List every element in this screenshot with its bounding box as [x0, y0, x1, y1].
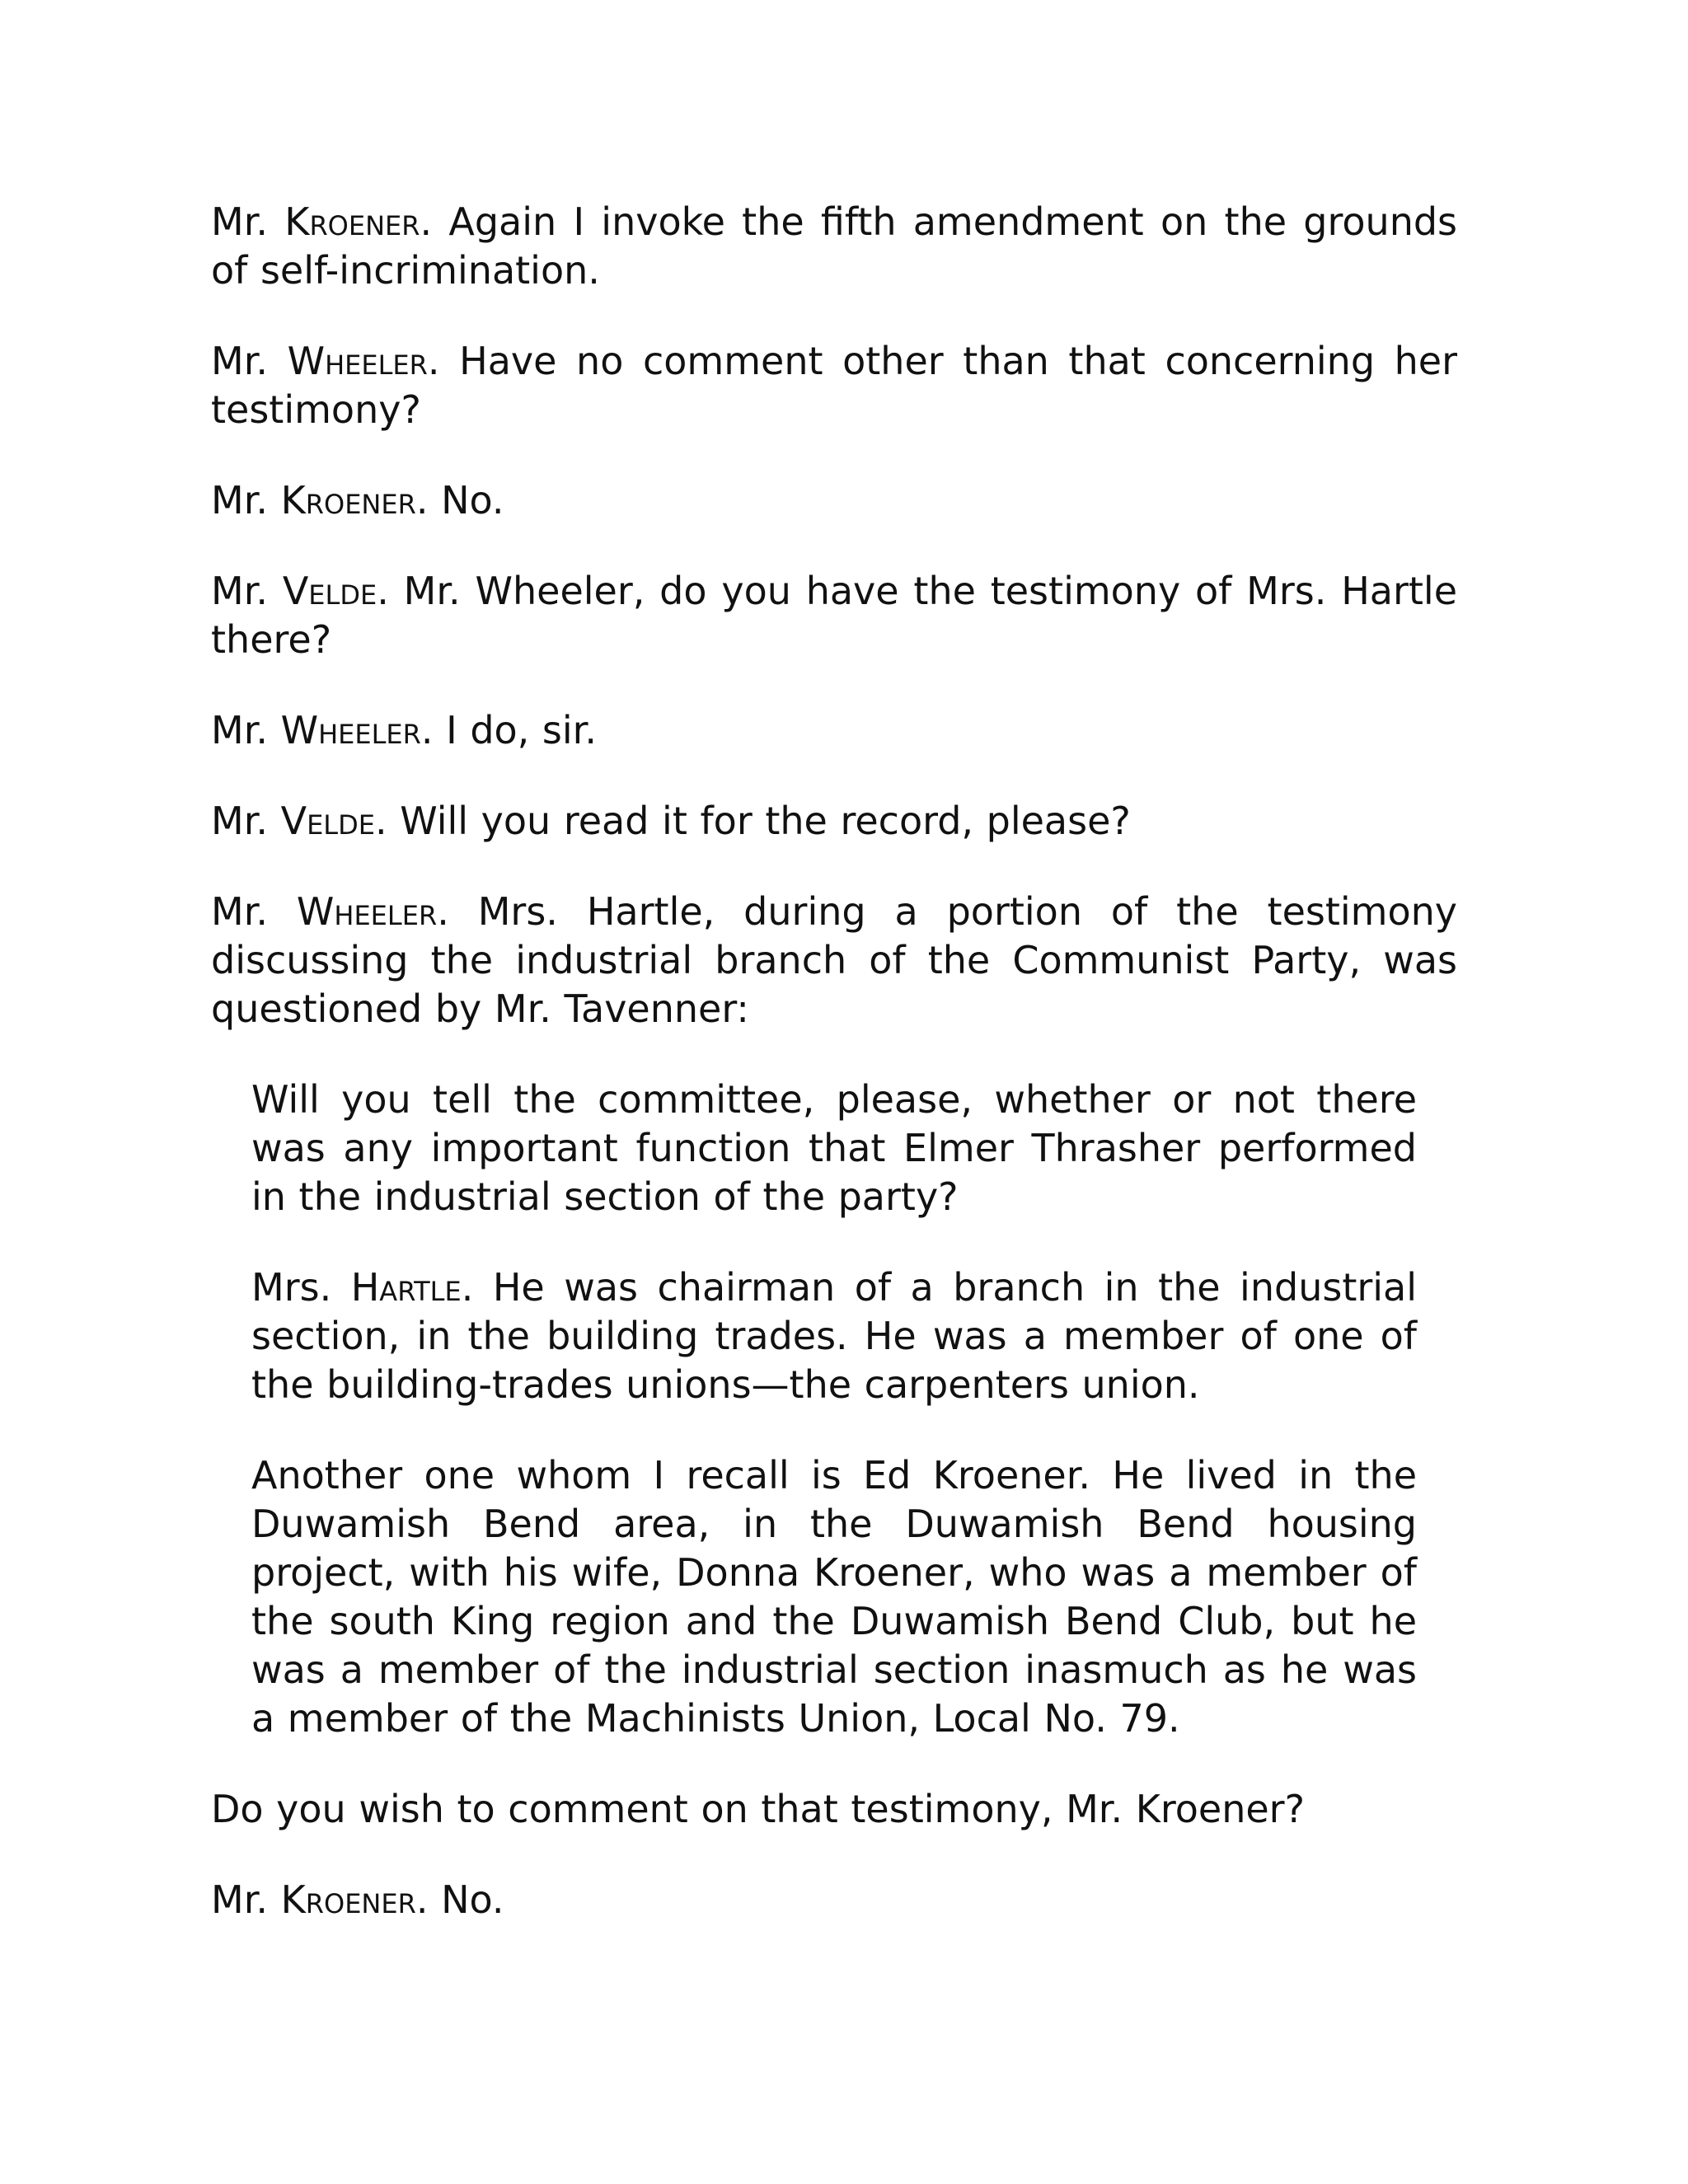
- paragraph-text: No.: [441, 1877, 504, 1922]
- transcript-paragraph: Mr. Kroener. Again I invoke the fifth amendment on the grounds of self-incrimination.: [211, 199, 1458, 293]
- paragraph-text: Have no comment other than that concerning her testimony?: [211, 339, 1458, 432]
- paragraph-text: Will you read it for the record, please?: [400, 799, 1131, 843]
- speaker-name: Kroener: [284, 199, 420, 244]
- transcript-paragraph: Mr. Velde. Mr. Wheeler, do you have the testimony of Mrs. Hartle there?: [211, 569, 1457, 662]
- speaker-title: Mr.: [211, 889, 268, 934]
- quoted-paragraph: Mrs. Hartle. He was chairman of a branch in the industrial section, in the building trades. He was a member of one of the building-trades unions—the carpenters union.: [251, 1265, 1418, 1407]
- quoted-paragraph: [251, 1076, 1417, 1221]
- transcript-paragraph: Mr. Velde. Will you read it for the record, please?: [211, 799, 1131, 843]
- transcript-page: [211, 198, 1457, 1966]
- transcript-paragraph: [211, 1785, 1457, 1834]
- speaker-name: Wheeler: [287, 339, 428, 383]
- speaker-title: Mr.: [211, 708, 268, 752]
- speaker-title: Mrs.: [251, 1265, 332, 1310]
- paragraph-text: Again I invoke the fifth amendment on the grounds of self-incrimination.: [211, 199, 1458, 293]
- speaker-title: Mr.: [211, 569, 268, 613]
- speaker-name: Hartle: [350, 1265, 462, 1310]
- paragraph-text: Mr. Wheeler, do you have the testimony of Mrs. Hartle there?: [211, 569, 1457, 662]
- speaker-name: Kroener: [280, 1877, 416, 1922]
- paragraph-text: Will you tell the committee, please, whether or not there was any important function that Elmer Thrasher performed in the industrial section of the party?: [251, 1077, 1417, 1219]
- paragraph-text: No.: [441, 478, 504, 523]
- transcript-paragraph: Mr. Wheeler. I do, sir.: [211, 708, 597, 752]
- paragraph-text: Mrs. Hartle, during a portion of the testimony discussing the industrial branch of the Communist Party, was questioned by Mr. Tavenner:: [211, 889, 1457, 1031]
- speaker-title: Mr.: [211, 199, 268, 244]
- speaker-title: Mr.: [211, 1877, 268, 1922]
- paragraph-text: Another one whom I recall is Ed Kroener. He lived in the Duwamish Bend area, in the Duwamish Bend housing project, with his wife, Donna Kroener, who was a member of the south King region and the Duwamish Bend Club, but he was a member of the industrial section inasmuch as he was a member of the Machinists Union, Local No. 79.: [251, 1453, 1417, 1741]
- speaker-name: Kroener: [280, 478, 416, 523]
- speaker-name: Velde: [280, 799, 375, 843]
- paragraph-text: I do, sir.: [446, 708, 597, 752]
- paragraph-text: He was chairman of a branch in the industrial section, in the building trades. He was a member of one of the building-trades unions—the carpenters union.: [251, 1265, 1418, 1407]
- transcript-paragraph: Mr. Kroener. No.: [211, 478, 504, 523]
- speaker-name: Wheeler: [280, 708, 421, 752]
- paragraph-text: Do you wish to comment on that testimony, Mr. Kroener?: [211, 1787, 1306, 1831]
- quoted-paragraph: [251, 1451, 1417, 1743]
- transcript-paragraph: Mr. Kroener. No.: [211, 1877, 504, 1922]
- speaker-title: Mr.: [211, 799, 268, 843]
- transcript-paragraph: Mr. Wheeler. Have no comment other than that concerning her testimony?: [211, 339, 1458, 432]
- transcript-paragraph: Mr. Wheeler. Mrs. Hartle, during a portion of the testimony discussing the industrial branch of the Communist Party, was questioned by Mr. Tavenner:: [211, 889, 1457, 1031]
- speaker-name: Velde: [282, 569, 377, 613]
- speaker-name: Wheeler: [296, 889, 438, 934]
- speaker-title: Mr.: [211, 478, 268, 523]
- speaker-title: Mr.: [211, 339, 268, 383]
